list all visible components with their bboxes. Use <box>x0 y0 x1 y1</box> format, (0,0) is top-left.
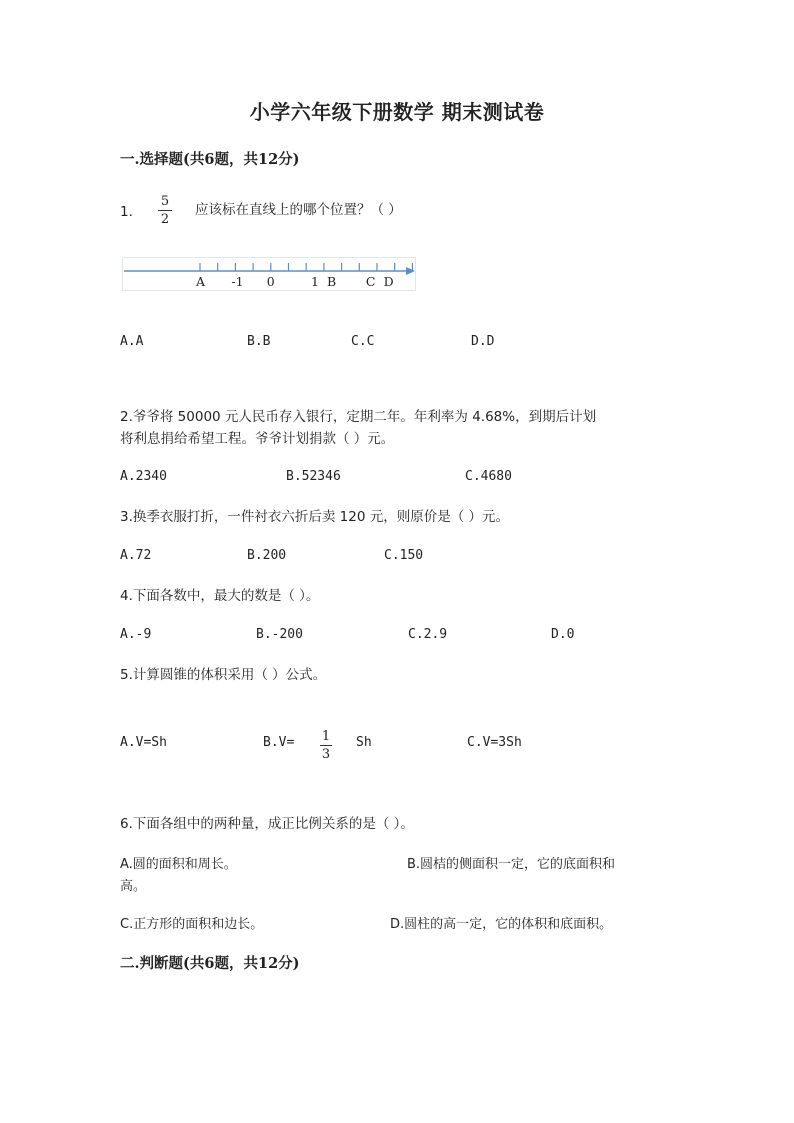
question-1-text: 应该标在直线上的哪个位置？（ ） <box>195 202 402 218</box>
question-6-option-c[interactable]: C.正方形的面积和边长。 <box>120 917 264 932</box>
question-4-text: 4.下面各数中，最大的数是（ ）。 <box>120 588 320 604</box>
question-2-line-2: 将利息捐给希望工程。爷爷计划捐款（ ）元。 <box>120 431 395 447</box>
page-title: 小学六年级下册数学 期末测试卷 <box>249 100 545 124</box>
question-1-option-a[interactable]: A.A <box>120 334 144 349</box>
question-6-option-b-continued: 高。 <box>120 879 147 894</box>
question-4-option-c[interactable]: C.2.9 <box>408 627 448 642</box>
number-line-label: A <box>196 274 206 289</box>
fraction-numerator: 1 <box>321 729 331 744</box>
section-heading-judgement: 二.判断题(共6题，共12分) <box>120 955 300 972</box>
question-5-option-a[interactable]: A.V=Sh <box>120 735 167 750</box>
number-line-label: 0 <box>266 274 275 289</box>
fraction-bar <box>320 745 332 746</box>
question-1-option-d[interactable]: D.D <box>471 334 495 349</box>
question-1-option-b[interactable]: B.B <box>247 334 271 349</box>
question-1-fraction <box>158 194 172 227</box>
fraction-bar <box>158 210 172 211</box>
question-3-option-c[interactable]: C.150 <box>384 548 424 563</box>
question-1-option-c[interactable]: C.C <box>351 334 375 349</box>
arrow-right-icon <box>406 267 415 275</box>
question-6-option-b[interactable]: B.圆桔的侧面积一定，它的底面积和 <box>407 857 616 872</box>
section-heading-choice: 一.选择题(共6题，共12分) <box>120 151 300 168</box>
number-line-label: D <box>383 274 394 289</box>
number-line-label: C <box>365 274 376 289</box>
fraction-denominator: 3 <box>321 747 331 762</box>
question-5-option-b-suffix: Sh <box>356 735 372 750</box>
question-5-option-b-fraction <box>320 729 332 762</box>
number-line-label: 1 <box>311 274 319 289</box>
question-3-option-a[interactable]: A.72 <box>120 548 152 563</box>
question-5-option-b[interactable]: B.V= <box>263 735 295 750</box>
question-3-text: 3.换季衣服打折，一件衬衣六折后卖 120 元，则原价是（ ）元。 <box>120 509 510 525</box>
question-1-number: 1. <box>120 204 133 220</box>
question-5-option-c[interactable]: C.V=3Sh <box>467 735 522 750</box>
question-6-text: 6.下面各组中的两种量，成正比例关系的是（ ）。 <box>120 816 414 832</box>
fraction-denominator: 2 <box>160 212 170 227</box>
question-6-option-a[interactable]: A.圆的面积和周长。 <box>120 857 237 872</box>
question-4-option-d[interactable]: D.0 <box>551 627 575 642</box>
question-4-option-b[interactable]: B.-200 <box>256 627 303 642</box>
question-3-option-b[interactable]: B.200 <box>247 548 287 563</box>
question-5-text: 5.计算圆锥的体积采用（ ）公式。 <box>120 667 327 683</box>
question-2-option-c[interactable]: C.4680 <box>465 469 512 484</box>
question-2-option-b[interactable]: B.52346 <box>286 469 341 484</box>
number-line-label: -1 <box>231 274 244 289</box>
question-6-option-d[interactable]: D.圆柱的高一定，它的体积和底面积。 <box>390 917 613 932</box>
number-line-label: B <box>326 274 337 289</box>
question-4-option-a[interactable]: A.-9 <box>120 627 152 642</box>
question-2-line-1: 2.爷爷将 50000 元人民币存入银行，定期二年。年利率为 4.68%，到期后计划 <box>120 409 597 425</box>
number-line <box>122 257 416 291</box>
fraction-numerator: 5 <box>160 194 170 209</box>
question-2-option-a[interactable]: A.2340 <box>120 469 167 484</box>
